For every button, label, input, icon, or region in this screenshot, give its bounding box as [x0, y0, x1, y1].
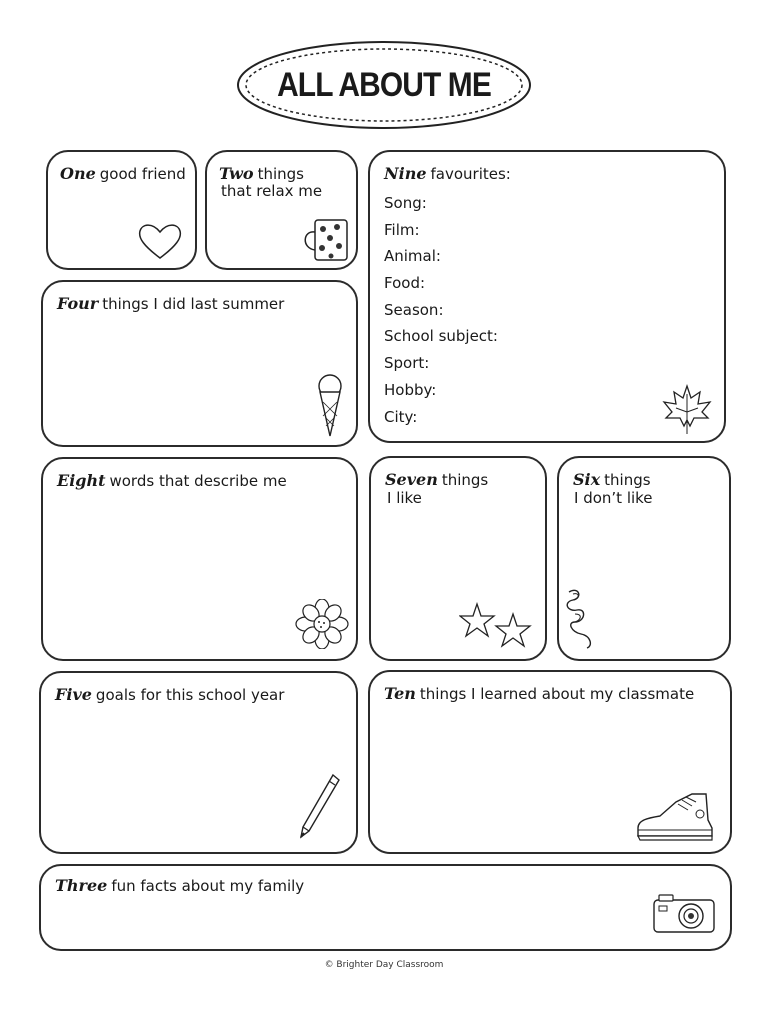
number-word: Four — [57, 294, 99, 313]
number-word: Five — [55, 685, 92, 704]
box-header — [573, 470, 651, 490]
box-header — [55, 685, 284, 705]
favourite-school-subject[interactable]: School subject: — [384, 327, 498, 346]
copyright-footer: © Brighter Day Classroom — [324, 960, 444, 970]
sneaker-icon — [634, 790, 716, 844]
page-title: ALL ABOUT ME — [277, 65, 491, 104]
box-header — [385, 470, 488, 490]
number-word: Six — [573, 470, 601, 489]
header-text: things I learned about my classmate — [419, 685, 695, 703]
box-header — [219, 164, 304, 184]
number-word: Two — [219, 164, 254, 183]
header-text: good friend — [99, 165, 186, 183]
ice-cream-icon — [315, 372, 345, 438]
number-word: Eight — [57, 471, 106, 490]
box-header — [57, 294, 284, 314]
stars-icon — [459, 602, 535, 650]
header-text: things I did last summer — [102, 295, 285, 313]
number-word: Nine — [384, 164, 427, 183]
favourite-city[interactable]: City: — [384, 407, 418, 426]
number-word: Ten — [384, 684, 416, 703]
header-text: things — [604, 471, 651, 489]
box-header — [60, 164, 186, 184]
favourite-hobby[interactable]: Hobby: — [384, 380, 437, 399]
box-six-things-dislike[interactable] — [557, 456, 731, 661]
mug-icon — [299, 216, 353, 266]
header-line2: I like — [387, 489, 422, 507]
camera-icon — [651, 892, 717, 936]
box-header — [384, 164, 511, 184]
favourite-film[interactable]: Film: — [384, 220, 420, 239]
favourite-sport[interactable]: Sport: — [384, 354, 430, 373]
box-five-goals[interactable] — [39, 671, 358, 854]
favourite-animal[interactable]: Animal: — [384, 247, 441, 266]
number-word: One — [60, 164, 96, 183]
header-text: goals for this school year — [95, 686, 285, 704]
header-text: things — [257, 165, 304, 183]
header-text: favourites: — [430, 165, 511, 183]
header-text: words that describe me — [109, 472, 287, 490]
maple-leaf-icon — [660, 382, 714, 436]
header-line2: that relax me — [221, 182, 323, 200]
favourite-song[interactable]: Song: — [384, 194, 427, 212]
header-text: things — [441, 471, 489, 489]
box-four-things-summer[interactable] — [41, 280, 358, 447]
box-header — [55, 876, 304, 896]
pencil-icon — [297, 771, 343, 841]
favourite-season[interactable]: Season: — [384, 300, 444, 319]
box-header — [384, 684, 694, 704]
favourites-list — [384, 190, 498, 430]
box-seven-things-like[interactable] — [369, 456, 547, 661]
box-header — [57, 471, 287, 491]
ribbon-icon — [561, 586, 599, 652]
box-nine-favourites[interactable] — [368, 150, 726, 443]
box-two-things-relax[interactable] — [205, 150, 358, 270]
box-three-fun-facts[interactable] — [39, 864, 732, 951]
number-word: Seven — [385, 470, 438, 489]
flower-icon — [295, 599, 349, 649]
header-text: fun facts about my family — [111, 877, 305, 895]
header-line2: I don’t like — [574, 489, 653, 507]
heart-icon — [136, 220, 184, 262]
favourite-food[interactable]: Food: — [384, 274, 426, 293]
box-one-good-friend[interactable] — [46, 150, 197, 270]
number-word: Three — [55, 876, 108, 895]
box-eight-words[interactable] — [41, 457, 358, 661]
box-ten-things-classmate[interactable] — [368, 670, 732, 854]
title-banner — [236, 40, 532, 130]
